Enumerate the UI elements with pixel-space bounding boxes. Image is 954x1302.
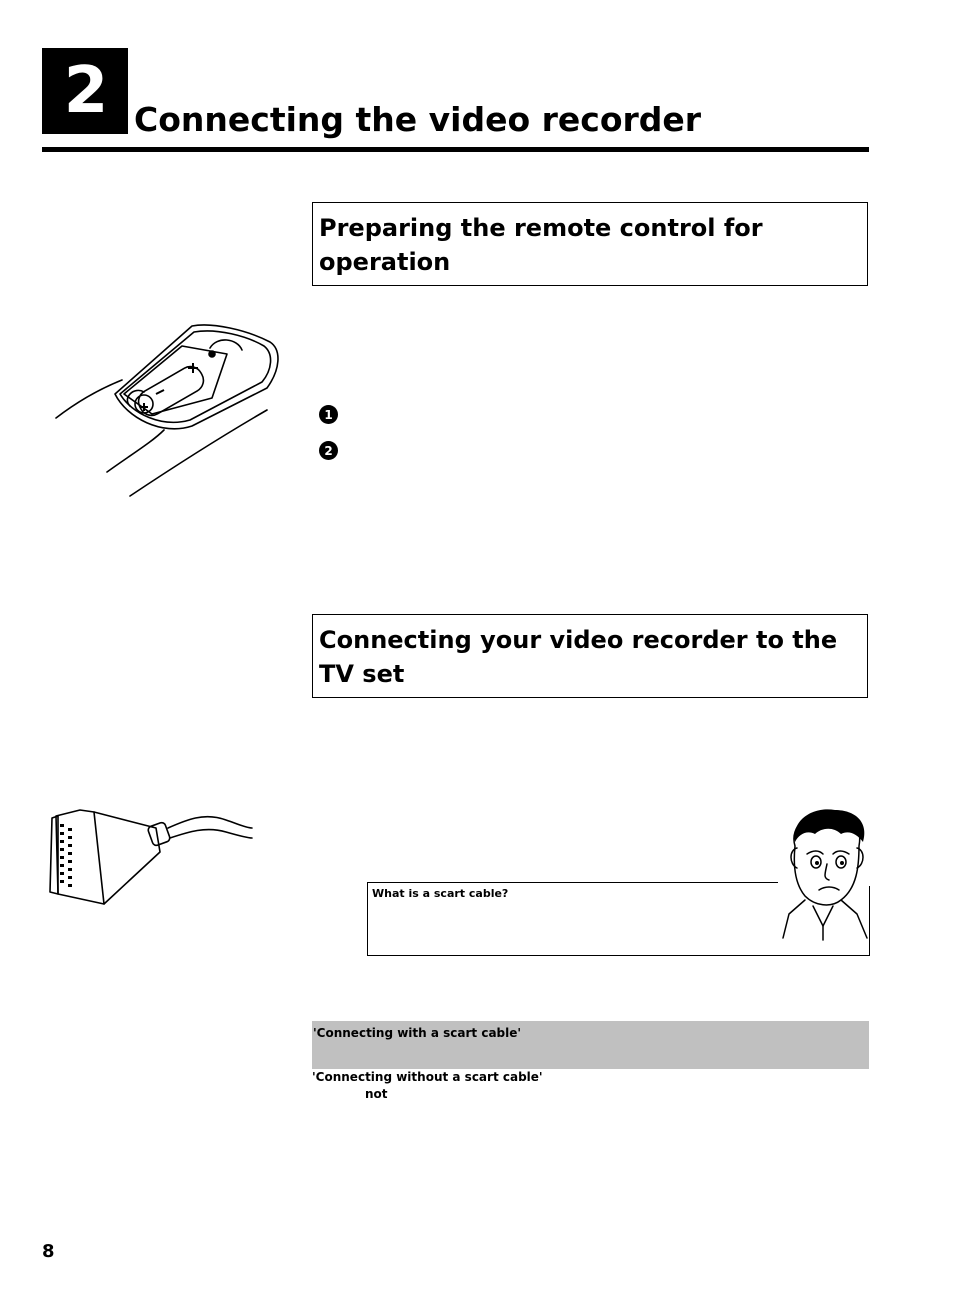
step-1-marker: 1 xyxy=(319,405,338,424)
chapter-number-badge: 2 xyxy=(42,48,128,134)
helper-face-illustration xyxy=(779,806,871,946)
section-heading-tv-text: Connecting your video recorder to the TV set xyxy=(319,626,838,688)
section-heading-remote-text: Preparing the remote control for operation xyxy=(319,214,763,276)
section-heading-tv xyxy=(312,614,868,698)
link-connecting-without-scart[interactable]: 'Connecting without a scart cable' xyxy=(312,1070,543,1084)
chapter-title: Connecting the video recorder xyxy=(134,100,702,139)
scart-cable-illustration xyxy=(46,806,258,908)
step-2-marker: 2 xyxy=(319,441,338,460)
title-divider xyxy=(42,147,869,152)
section-heading-remote xyxy=(312,202,868,286)
scart-note-title: What is a scart cable? xyxy=(372,887,509,900)
page-number: 8 xyxy=(42,1241,55,1262)
link-connecting-with-scart[interactable]: 'Connecting with a scart cable' xyxy=(313,1026,522,1040)
remote-battery-illustration xyxy=(52,318,284,500)
not-emphasis: not xyxy=(365,1087,388,1101)
